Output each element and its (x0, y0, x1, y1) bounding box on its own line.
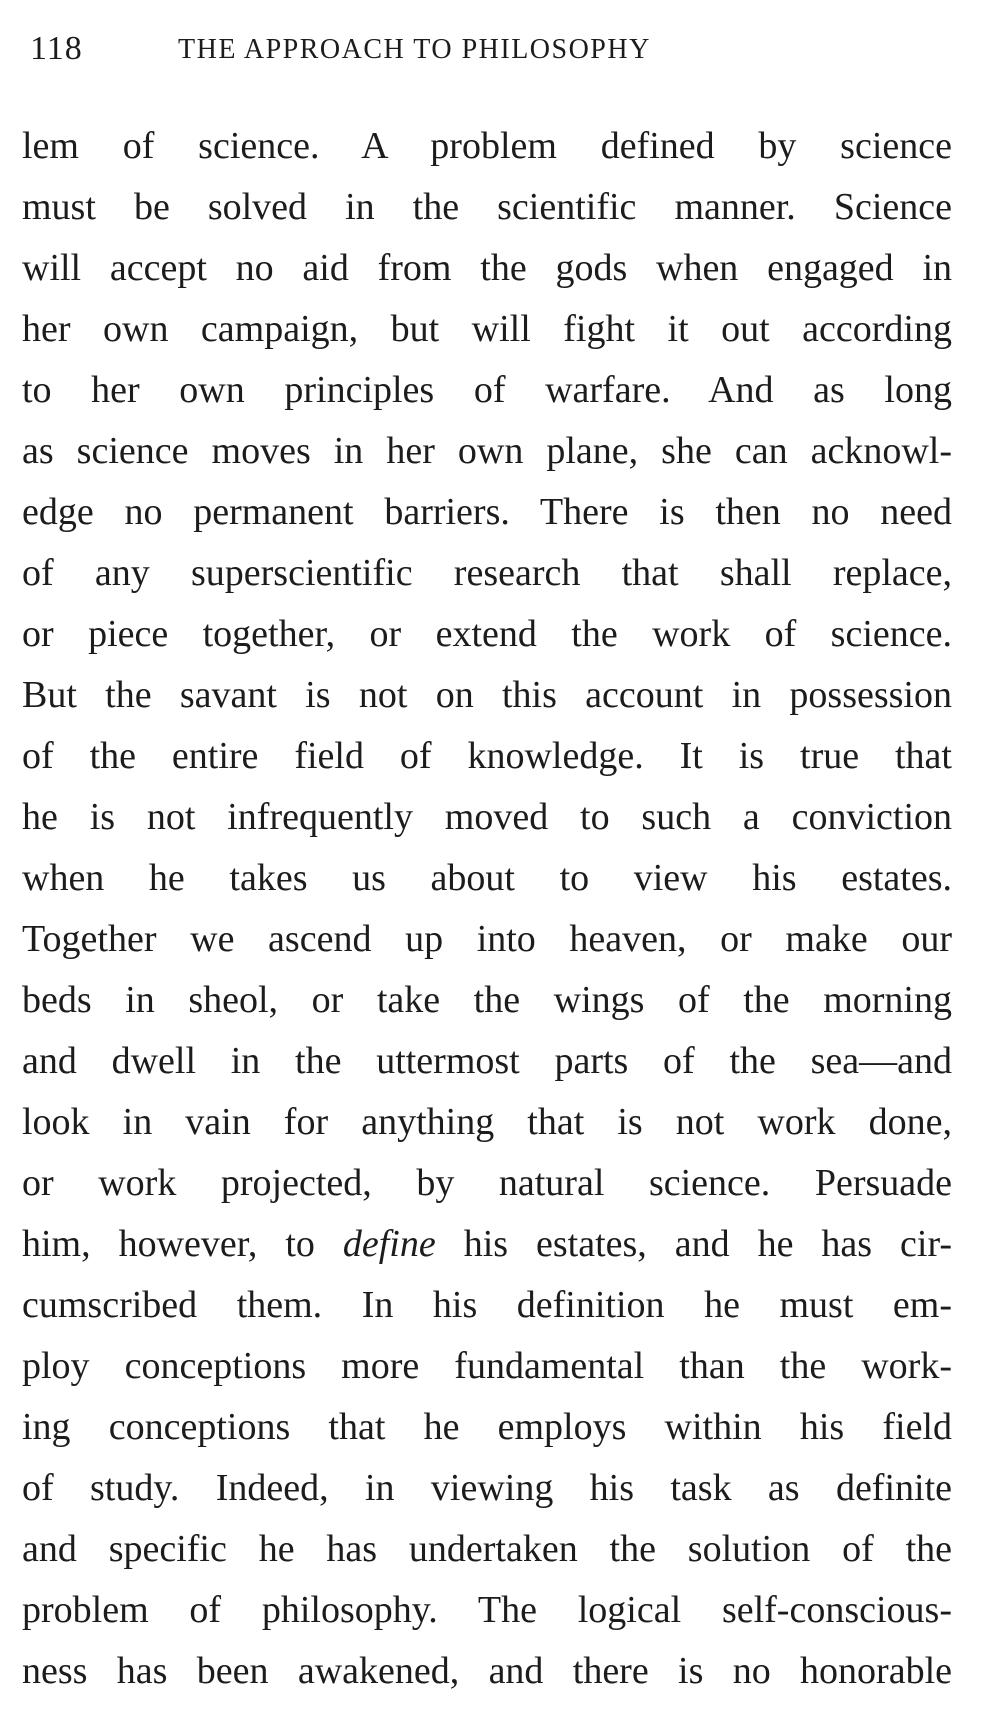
text-line: edge no permanent barriers. There is then no need (22, 491, 952, 533)
text-line: ness has been awakened, and there is no honorable (22, 1650, 952, 1692)
text-line: to her own principles of warfare. And as long (22, 369, 952, 411)
text-line: and specific he has undertaken the solution of the (22, 1528, 952, 1570)
text-line: as science moves in her own plane, she can acknowl- (22, 430, 952, 472)
text-line: beds in sheol, or take the wings of the morning (22, 979, 952, 1021)
text-line: ing conceptions that he employs within his field (22, 1406, 952, 1448)
text-line: of study. Indeed, in viewing his task as definite (22, 1467, 952, 1509)
text-line: ploy conceptions more fundamental than the work- (22, 1345, 952, 1387)
text-line: Together we ascend up into heaven, or make our (22, 918, 952, 960)
text-line: and dwell in the uttermost parts of the sea—and (22, 1040, 952, 1082)
text-line (22, 1214, 952, 1275)
text-line: will accept no aid from the gods when engaged in (22, 247, 952, 289)
running-title: THE APPROACH TO PHILOSOPHY (178, 34, 651, 65)
text-line: of the entire field of knowledge. It is true that (22, 735, 952, 777)
body-text (22, 116, 952, 1702)
text-line: problem of philosophy. The logical self-conscious- (22, 1589, 952, 1631)
running-head (30, 30, 950, 80)
line-segment: him, however, to (22, 1223, 343, 1265)
text-line: when he takes us about to view his estates. (22, 857, 952, 899)
text-line: of any superscientific research that shall replace, (22, 552, 952, 594)
text-line: or piece together, or extend the work of science. (22, 613, 952, 655)
text-line: he is not infrequently moved to such a conviction (22, 796, 952, 838)
line-segment: his estates, and he has cir- (435, 1223, 952, 1265)
text-line: cumscribed them. In his definition he must em- (22, 1284, 952, 1326)
text-line: But the savant is not on this account in possession (22, 674, 952, 716)
text-line: look in vain for anything that is not work done, (22, 1101, 952, 1143)
text-line: must be solved in the scientific manner. Science (22, 186, 952, 228)
text-line: or work projected, by natural science. Persuade (22, 1162, 952, 1204)
italic-word: define (342, 1223, 436, 1265)
text-line: her own campaign, but will fight it out according (22, 308, 952, 350)
text-line: lem of science. A problem defined by science (22, 125, 952, 167)
page-number: 118 (30, 30, 83, 67)
